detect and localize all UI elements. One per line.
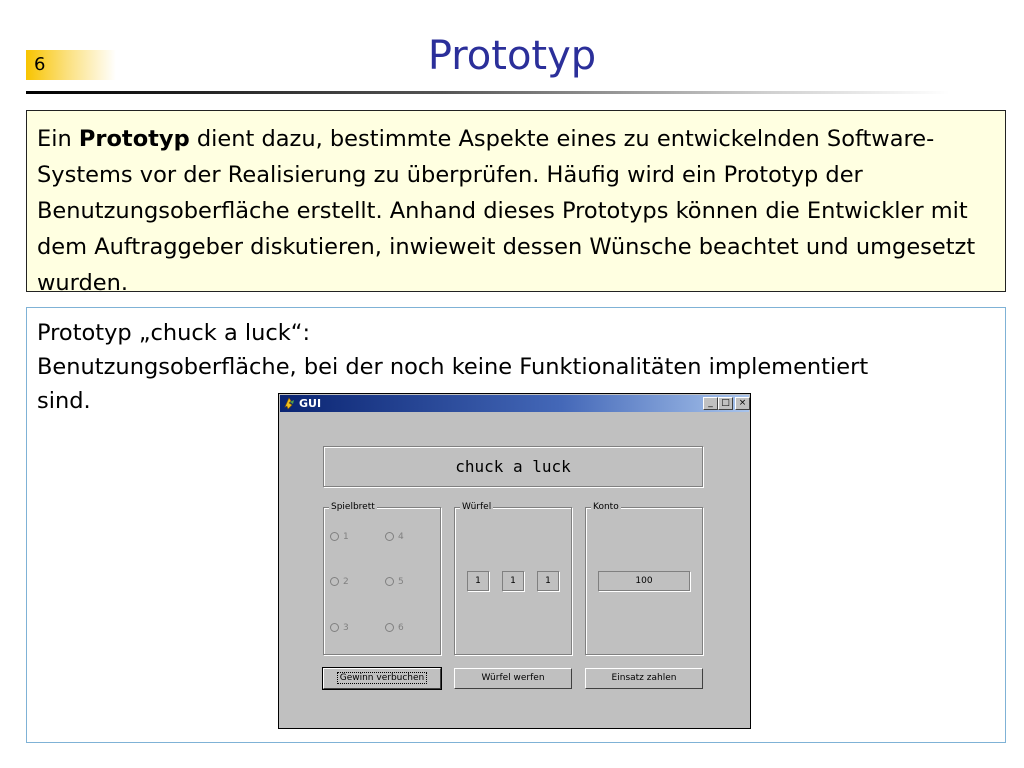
slide-title: Prototyp <box>427 33 597 79</box>
radio-option-3[interactable] <box>330 622 349 634</box>
radio-circle-icon <box>385 623 394 632</box>
close-button[interactable]: × <box>735 397 750 410</box>
java-app-icon <box>283 397 296 410</box>
wuerfel-werfen-button[interactable]: Würfel werfen <box>454 668 572 689</box>
konto-label: Konto <box>593 502 619 512</box>
button-label: Gewinn verbuchen <box>339 673 425 683</box>
konto-balance-field: 100 <box>598 571 690 591</box>
definition-lead: Ein <box>37 126 79 152</box>
radio-label: 3 <box>343 623 349 633</box>
radio-circle-icon <box>330 623 339 632</box>
window-title: GUI <box>299 397 322 410</box>
definition-term: Prototyp <box>78 126 190 152</box>
spielbrett-group <box>323 502 441 655</box>
radio-label: 2 <box>343 577 349 587</box>
wuerfel-label: Würfel <box>462 502 492 512</box>
einsatz-zahlen-button[interactable]: Einsatz zahlen <box>585 668 703 689</box>
definition-text: dient dazu, bestimmte Aspekte eines zu entwickelnden Software-Systems vor der Realisierung zu überprüfen. Häufig wird ein Prototyp der Benutzungsoberfläche erstellt. Anhand dieses Prototyps können die Entwickler mit dem Auftraggeber diskutieren, inwieweit dessen Wünsche beachtet und umgesetzt wurden. <box>37 126 976 296</box>
gewinn-verbuchen-button[interactable] <box>323 668 441 689</box>
radio-label: 6 <box>398 623 404 633</box>
spielbrett-label: Spielbrett <box>331 502 375 512</box>
radio-circle-icon <box>330 532 339 541</box>
radio-option-6[interactable] <box>385 622 404 634</box>
wuerfel-group <box>454 502 572 655</box>
die-1-field: 1 <box>467 571 489 591</box>
maximize-button[interactable]: □ <box>718 397 733 410</box>
page-number: 6 <box>26 50 116 80</box>
konto-group <box>585 502 703 655</box>
minimize-button[interactable]: _ <box>703 397 718 410</box>
game-title-label: chuck a luck <box>323 446 703 487</box>
radio-option-5[interactable] <box>385 576 404 588</box>
prototype-description: Benutzungsoberfläche, bei der noch keine Funktionalitäten implementiert <box>37 354 869 380</box>
prototype-heading: Prototyp „chuck a luck“: <box>37 320 311 346</box>
window-titlebar[interactable] <box>280 395 749 412</box>
radio-circle-icon <box>385 532 394 541</box>
radio-option-4[interactable] <box>385 531 404 543</box>
gui-window <box>278 393 751 729</box>
radio-circle-icon <box>330 577 339 586</box>
radio-label: 4 <box>398 532 404 542</box>
die-3-field: 1 <box>537 571 559 591</box>
definition-box <box>26 110 1006 296</box>
die-2-field: 1 <box>502 571 524 591</box>
radio-label: 5 <box>398 577 404 587</box>
radio-option-2[interactable] <box>330 576 349 588</box>
radio-label: 1 <box>343 532 349 542</box>
title-divider <box>26 91 950 94</box>
radio-circle-icon <box>385 577 394 586</box>
prototype-description-end: sind. <box>37 388 91 414</box>
radio-option-1[interactable] <box>330 531 349 543</box>
